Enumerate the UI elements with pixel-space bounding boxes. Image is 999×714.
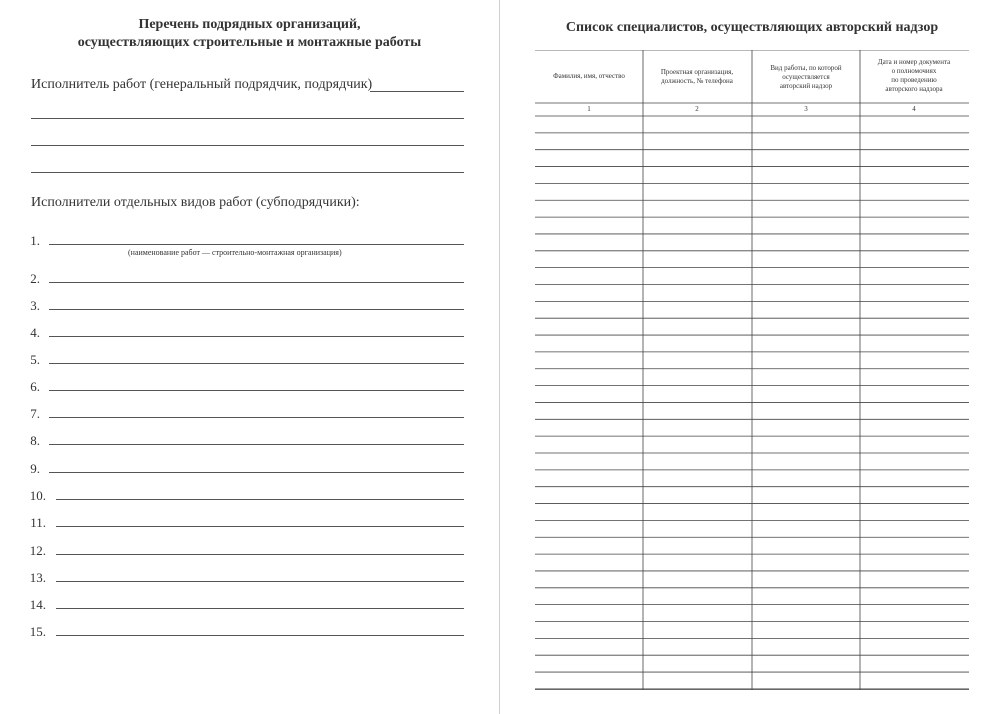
col4-header-line2: о полномочиях [891,67,937,75]
subcontractor-line-9[interactable] [49,472,464,473]
subcontractor-line-15[interactable] [56,635,464,636]
executor-label: Исполнитель работ (генеральный подрядчик, подрядчик) [31,77,373,92]
subcontractor-line-2[interactable] [49,282,464,283]
col4-header-line3: по проведению [891,76,937,84]
row-number-13: 13. [29,570,46,585]
col1-number: 1 [587,105,591,113]
right-page-title: Список специалистов, осуществляющих авторский надзор [565,20,939,35]
executor-field-line[interactable] [370,91,464,92]
col2-number: 2 [695,105,699,113]
row-number-9: 9. [30,461,40,476]
row-number-8: 8. [30,433,40,448]
subcontractor-line-12[interactable] [56,554,464,555]
row-number-1: 1. [30,233,40,248]
executor-line-2[interactable] [31,118,464,119]
col2-header-line2: должность, № телефона [661,77,733,85]
subcontractor-line-6[interactable] [49,390,464,391]
row-number-15: 15. [29,624,46,639]
row-number-11: 11. [30,515,46,530]
row-number-4: 4. [30,325,40,340]
row-number-5: 5. [30,352,40,367]
col1-header: Фамилия, имя, отчество [553,72,625,80]
executor-line-3[interactable] [31,145,464,146]
col4-header-line1: Дата и номер документа [877,58,951,66]
row-number-12: 12. [29,543,46,558]
col4-number: 4 [912,105,916,113]
left-page-title [0,16,499,52]
subcontractor-line-10[interactable] [56,499,464,500]
subcontractor-line-8[interactable] [49,444,464,445]
subcontractor-line-1[interactable] [49,244,464,245]
subcontractor-line-13[interactable] [56,581,464,582]
page-divider [499,0,500,714]
col3-header-line2: осуществляется [782,73,830,81]
col4-header-line4: авторского надзора [885,85,943,93]
col3-header-line1: Вид работы, по которой [770,64,842,72]
col2-header-line1: Проектная организация, [660,68,734,76]
row-number-14: 14. [29,597,46,612]
row-number-3: 3. [30,298,40,313]
executor-line-4[interactable] [31,172,464,173]
row-number-10: 10. [29,488,46,503]
subcontractor-line-14[interactable] [56,608,464,609]
left-page [0,0,499,714]
subcontractors-label: Исполнители отдельных видов работ (субподрядчики): [31,195,360,210]
col3-header-line3: авторский надзор [779,82,833,90]
col3-number: 3 [804,105,808,113]
subcontractor-line-4[interactable] [49,336,464,337]
subcontractor-line-3[interactable] [49,309,464,310]
subcontractor-line-5[interactable] [49,363,464,364]
row-number-2: 2. [30,271,40,286]
row1-caption: (наименование работ — строительно-монтажная организация) [128,248,342,257]
left-title-line1: Перечень подрядных организаций, [138,17,361,32]
left-title-line2: осуществляющих строительные и монтажные работы [77,35,422,50]
subcontractor-line-11[interactable] [56,526,464,527]
row-number-6: 6. [30,379,40,394]
subcontractor-line-7[interactable] [49,417,464,418]
row-number-7: 7. [30,406,40,421]
specialists-table [535,50,969,690]
